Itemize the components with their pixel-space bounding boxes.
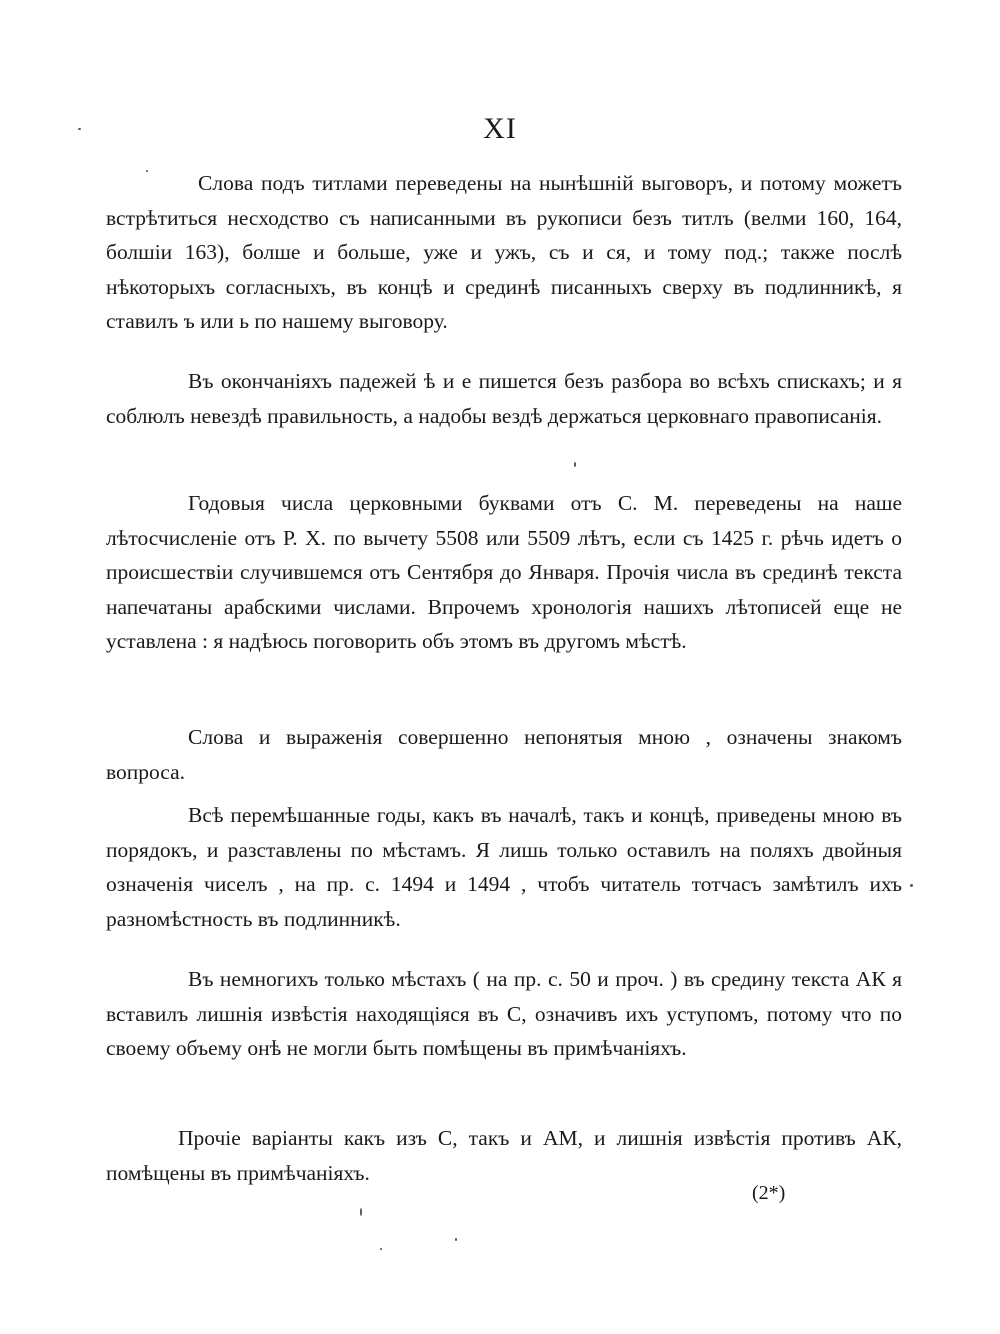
paragraph-question-marks: Слова и выраженія совершенно непонятыя мною , означены знакомъ вопроса. bbox=[106, 725, 902, 784]
paper-speck bbox=[910, 884, 913, 887]
paper-speck bbox=[455, 1238, 457, 1241]
paragraph-titla-words: Слова подъ титлами переведены на нынѣшній выговоръ, и потому можетъ встрѣтиться несходство съ написанными въ рукописи безъ титлъ (велми 160, 164, болшіи 163), болше и больше, уже и ужъ, съ и ся, и тому под.; также послѣ нѣкоторыхъ согласныхъ, въ концѣ и срединѣ писанныхъ сверху въ подлинникѣ, я ставилъ ъ или ь по нашему выговору. bbox=[106, 171, 902, 333]
paragraph-variants: Прочіе варіанты какъ изъ С, такъ и АМ, и лишнія извѣстія противъ АК, помѣщены въ примѣчаніяхъ. bbox=[106, 1126, 902, 1185]
paper-speck bbox=[574, 462, 576, 467]
paper-speck bbox=[146, 170, 148, 172]
paper-speck bbox=[360, 1208, 362, 1216]
paragraph-year-numbers: Годовыя числа церковными буквами отъ С. М. переведены на наше лѣтосчисленіе отъ Р. Х. по вычету 5508 или 5509 лѣтъ, если съ 1425 г. рѣчь идетъ о происшествіи случившемся отъ Сентября до Января. Прочія числа въ срединѣ текста напечатаны арабскими числами. Впрочемъ хронологія нашихъ лѣтописей еще не уставлена : я надѣюсь поговорить объ этомъ въ другомъ мѣстѣ. bbox=[106, 491, 902, 653]
paper-speck bbox=[78, 128, 81, 130]
paragraph-case-endings: Въ окончаніяхъ падежей ѣ и е пишется безъ разбора во всѣхъ спискахъ; и я соблюлъ невездѣ правильность, а надобы вездѣ держаться церковнаго правописанія. bbox=[106, 369, 902, 428]
paper-speck bbox=[380, 1248, 382, 1250]
page-number: XI bbox=[483, 112, 517, 145]
signature-mark: (2*) bbox=[752, 1182, 786, 1204]
paragraph-mixed-years: Всѣ перемѣшанные годы, какъ въ началѣ, такъ и концѣ, приведены мною въ порядокъ, и разставлены по мѣстамъ. Я лишь только оставилъ на поляхъ двойныя означенія чиселъ , на пр. с. 1494 и 1494 , чтобъ читатель тотчасъ замѣтилъ ихъ разномѣстность въ подлинникѣ. bbox=[106, 803, 902, 931]
paragraph-inserted-news: Въ немногихъ только мѣстахъ ( на пр. с. 50 и проч. ) въ средину текста АК я вставилъ лишнія извѣстія находящіяся въ С, означивъ ихъ уступомъ, потому что по своему объему онѣ не могли быть помѣщены въ примѣчаніяхъ. bbox=[106, 967, 902, 1060]
